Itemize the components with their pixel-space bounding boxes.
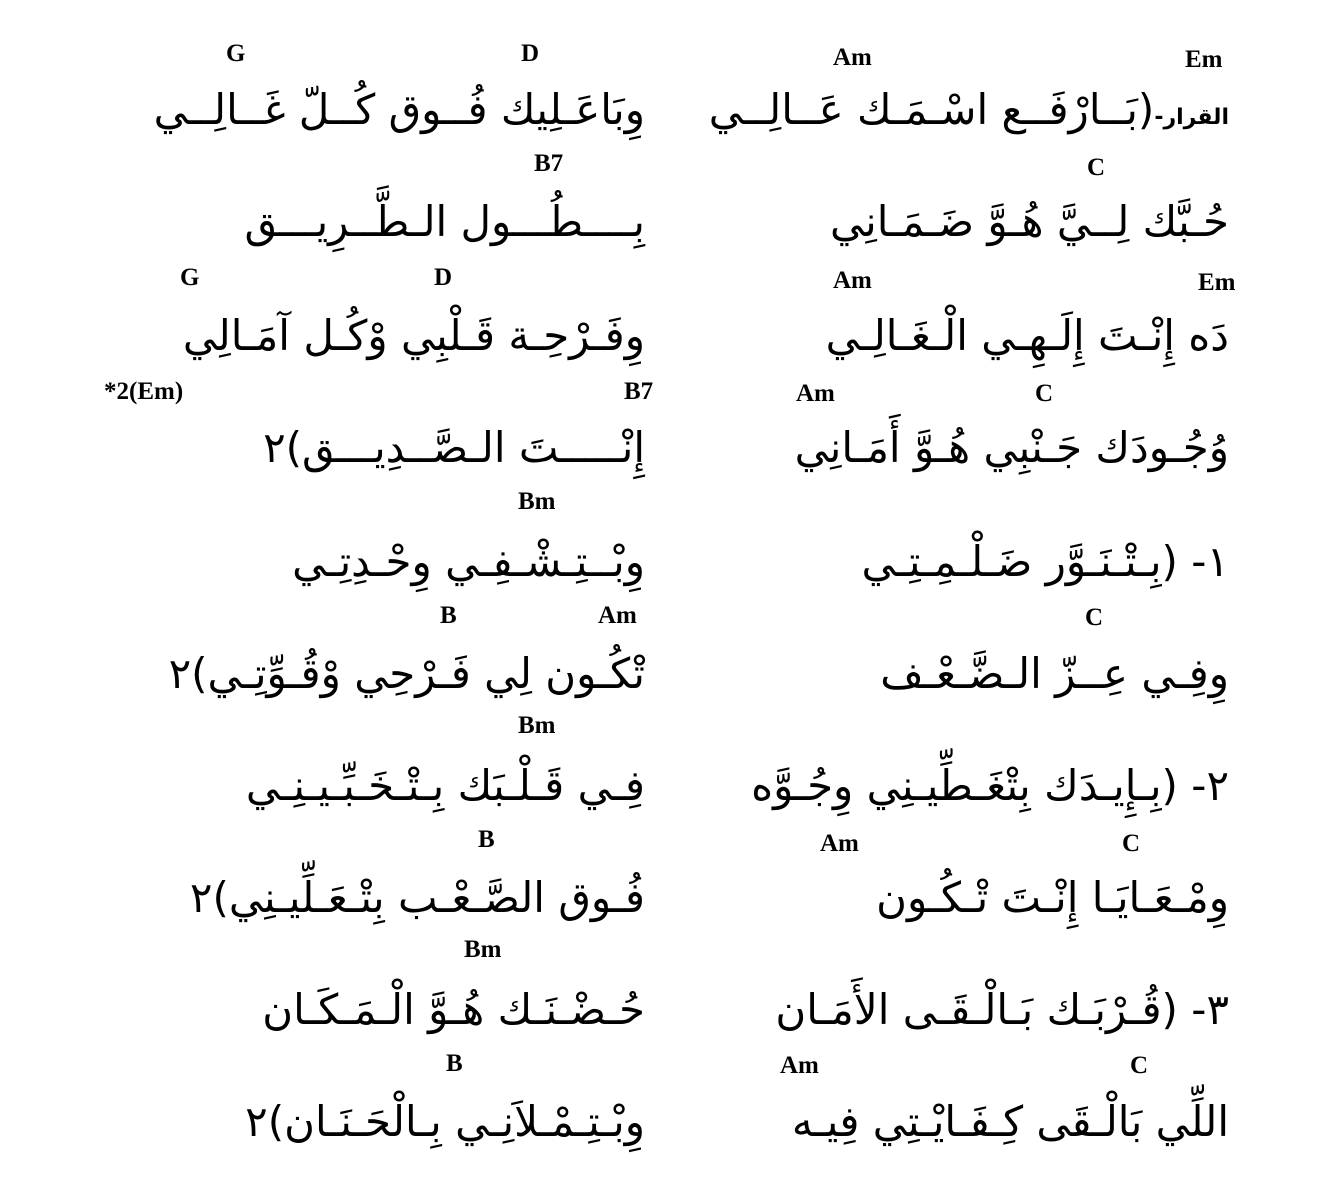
chord-label: C bbox=[1035, 380, 1054, 407]
lyric-line-right: اللِّي بَالْـقَى كِـفَـايْـتِي فِيـه bbox=[791, 1097, 1229, 1146]
lyric-line-right: حُـبَّك لِــيَّ هُـوَّ ضَـمَـانِي bbox=[830, 197, 1229, 246]
lyric-text: (بَــارْفَــع اسْـمَـك عَــالِــي bbox=[708, 85, 1155, 134]
lyric-line-right: وِمْـعَـايَـا إِنْـتَ تْـكُـون bbox=[876, 873, 1229, 922]
lyric-line-right: وِفِـي عِــزّ الـضَّـعْـف bbox=[880, 649, 1229, 698]
lyric-line-left: وِفَـرْحِـة قَـلْبِي وْكُـل آمَـالِي bbox=[182, 311, 645, 360]
chord-label: *2(Em) bbox=[104, 378, 184, 405]
chord-label: G bbox=[226, 40, 246, 67]
lyric-line-right: دَه إِنْـتَ إِلَـهِـي الْـغَـالِـي bbox=[825, 311, 1229, 360]
lyric-line-left: وِبَاعَـلِيك فُــوق كُــلّ غَــالِــي bbox=[153, 85, 645, 134]
lyric-text: (بِـتْـنَـوَّر ضَـلْـمِـتِـي bbox=[861, 537, 1178, 586]
lyric-line-left: فُـوق الصَّـعْـب بِتْـعَـلِّيـنِي)٢ bbox=[189, 873, 645, 922]
refrain-label: القرار- bbox=[1154, 105, 1229, 130]
chord-label: Bm bbox=[464, 936, 502, 963]
chord-label: B bbox=[478, 826, 495, 853]
lyric-line-left: إِنْـــــتَ الـصَّــدِيـــق)٢ bbox=[263, 423, 645, 472]
chord-label: C bbox=[1085, 604, 1104, 631]
chord-label: Am bbox=[833, 44, 872, 71]
verse-number: ٢- bbox=[1191, 761, 1229, 810]
chord-label: Bm bbox=[518, 488, 556, 515]
lyric-line-right: وُجُـودَك جَـنْبِي هُـوَّ أَمَـانِي bbox=[794, 423, 1229, 472]
lyric-text: (قُـرْبَـك بَـالْـقَـى الأَمَـان bbox=[775, 985, 1178, 1034]
lyric-line-left: وِبْـتِـمْـلاَنِـي بِـالْحَـنَـان)٢ bbox=[245, 1097, 645, 1146]
verse-number: ١- bbox=[1191, 537, 1229, 586]
chord-label: D bbox=[521, 40, 540, 67]
lyric-line-left: وِبْــتِـشْـفِـي وِحْـدِتِـي bbox=[292, 537, 645, 586]
lyric-line-right bbox=[751, 758, 1229, 814]
chord-label: B bbox=[446, 1050, 463, 1077]
chord-label: Em bbox=[1198, 269, 1236, 296]
lyric-line-left: تْكُـون لِي فَـرْحِي وْقُـوِّتِـي)٢ bbox=[168, 649, 645, 698]
chord-label: G bbox=[180, 264, 200, 291]
chord-label: C bbox=[1122, 830, 1141, 857]
lyric-line-left: فِـي قَـلْـبَك بِـتْـخَـبِّـيـنِـي bbox=[245, 761, 645, 810]
chord-label: Am bbox=[833, 267, 872, 294]
chord-label: B bbox=[440, 602, 457, 629]
chord-label: C bbox=[1087, 154, 1106, 181]
lyric-line-right bbox=[709, 82, 1229, 146]
chord-label: Bm bbox=[518, 712, 556, 739]
lyric-line-right bbox=[862, 534, 1230, 590]
verse-number: ٣- bbox=[1191, 985, 1229, 1034]
chord-label: C bbox=[1130, 1052, 1149, 1079]
chord-label: Am bbox=[780, 1052, 819, 1079]
lyric-text: (بِـإِيـدَك بِتْغَـطِّيـنِي وِجُـوَّه bbox=[751, 761, 1178, 810]
chord-label: Am bbox=[820, 830, 859, 857]
chord-label: D bbox=[434, 264, 453, 291]
lyric-line-left: حُـضْـنَـك هُـوَّ الْـمَـكَـان bbox=[262, 985, 645, 1034]
chord-label: Em bbox=[1185, 46, 1223, 73]
lyric-line-right bbox=[775, 982, 1229, 1038]
chord-label: B7 bbox=[534, 150, 564, 177]
chord-label: Am bbox=[796, 380, 835, 407]
chord-label: Am bbox=[598, 602, 637, 629]
chord-label: B7 bbox=[624, 378, 654, 405]
lyric-line-left: بِــــطُـــول الـطَّــرِيـــق bbox=[244, 197, 645, 246]
